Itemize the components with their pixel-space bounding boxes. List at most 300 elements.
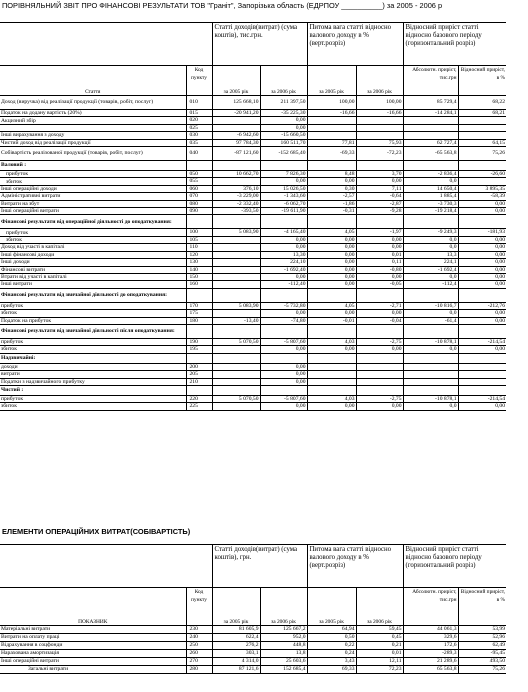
- header-absolute-growth: [403, 588, 458, 626]
- row-value-b: 952,0: [260, 634, 307, 642]
- table-row: [0, 215, 506, 229]
- row-value-d: -0,64: [356, 193, 403, 200]
- table-row: [0, 147, 506, 161]
- row-label: збиток: [0, 236, 186, 243]
- row-value-a: [212, 117, 260, 124]
- row-value-e: -9 249,3: [403, 229, 458, 236]
- row-value-d: [356, 363, 403, 370]
- row-value-d: -1,97: [356, 229, 403, 236]
- row-value-e: -112,4: [403, 281, 458, 288]
- row-label: збиток: [0, 178, 186, 185]
- row-value-a: -2 332,40: [212, 200, 260, 207]
- row-value-b: 0,00: [260, 273, 307, 280]
- row-label: Інші вирахування з доходу: [0, 132, 186, 139]
- row-value-d: -0,80: [356, 266, 403, 273]
- row-label: Інші фінансові доходи: [0, 251, 186, 258]
- row-value-a: -6 942,60: [212, 132, 260, 139]
- row-value-f: [458, 132, 506, 139]
- row-value-e: 172,6: [403, 642, 458, 650]
- table-row: [0, 371, 506, 378]
- row-value-f: 64,15: [458, 139, 506, 146]
- row-value-d: 0,00: [356, 273, 403, 280]
- row-value-c: [307, 132, 356, 139]
- row-label: Доход від участі в капіталі: [0, 244, 186, 251]
- table-row: [0, 139, 506, 146]
- row-value-b: -112,40: [260, 281, 307, 288]
- row-value-b: 0,00: [260, 310, 307, 317]
- row-value-e: 224,1: [403, 259, 458, 266]
- row-value-c: 0,00: [307, 251, 356, 258]
- row-value-f: [458, 288, 506, 302]
- row-value-a: -393,50: [212, 208, 260, 215]
- row-value-f: 0,00: [458, 273, 506, 280]
- row-value-f: 68,22: [458, 96, 506, 110]
- row-code: 200: [186, 363, 212, 370]
- row-code: 270: [186, 658, 212, 666]
- table-row: [0, 273, 506, 280]
- row-value-a: 276,2: [212, 642, 260, 650]
- costs-table: [0, 544, 506, 674]
- row-code: 190: [186, 338, 212, 345]
- row-value-b: [260, 288, 307, 302]
- table-row: [0, 634, 506, 642]
- row-value-c: 0,24: [307, 650, 356, 658]
- row-value-d: [356, 124, 403, 131]
- row-value-b: 211 397,50: [260, 96, 307, 110]
- header-relative-growth-label: Відносний приріст,: [460, 67, 506, 73]
- row-value-b: 0,00: [260, 236, 307, 243]
- row-label: Фінансові результати від звичайної діяльності після оподаткування:: [0, 324, 186, 338]
- row-value-a: [212, 378, 260, 385]
- row-value-f: [458, 371, 506, 378]
- row-value-d: 0,21: [356, 642, 403, 650]
- row-value-e: -1 692,4: [403, 266, 458, 273]
- row-label: Фінансові результати від операційної діяльності до оподаткування:: [0, 215, 186, 229]
- row-label: Чистий доход від реалізації продукції: [0, 139, 186, 146]
- row-value-e: [403, 378, 458, 385]
- row-value-c: 0,00: [307, 244, 356, 251]
- row-value-a: -20 941,20: [212, 110, 260, 117]
- row-value-d: [356, 288, 403, 302]
- row-value-a: [212, 273, 260, 280]
- row-value-e: -289,3: [403, 650, 458, 658]
- row-code: 035: [186, 139, 212, 146]
- row-value-f: -26,60: [458, 171, 506, 178]
- table-row: [0, 317, 506, 324]
- row-value-e: -65 563,8: [403, 147, 458, 161]
- row-value-f: 0,00: [458, 208, 506, 215]
- row-value-f: -181,93: [458, 229, 506, 236]
- row-code: 140: [186, 266, 212, 273]
- row-label: Інші операційні витрати: [0, 658, 186, 666]
- row-value-c: [307, 371, 356, 378]
- row-value-c: [307, 378, 356, 385]
- row-value-b: -5 807,60: [260, 395, 307, 402]
- row-value-d: 0,00: [356, 178, 403, 185]
- row-value-c: 0,00: [307, 236, 356, 243]
- header-absolute-growth-unit: тис.грн: [439, 597, 457, 603]
- row-value-f: 0,00: [458, 310, 506, 317]
- row-code: 015: [186, 110, 212, 117]
- row-value-f: 0,00: [458, 346, 506, 353]
- row-value-a: 303,1: [212, 650, 260, 658]
- table-row: [0, 324, 506, 338]
- row-value-b: 160 511,70: [260, 139, 307, 146]
- row-code: 225: [186, 403, 212, 410]
- row-value-f: 0,00: [458, 200, 506, 207]
- header-share-group: Питома вага статті відносно валового доходу в %(верт.розріз): [307, 23, 403, 66]
- row-value-e: -61,4: [403, 317, 458, 324]
- table-row: [0, 385, 506, 395]
- row-value-d: 0,00: [356, 244, 403, 251]
- row-value-d: 0,45: [356, 634, 403, 642]
- row-code: 010: [186, 96, 212, 110]
- row-value-e: 62 727,4: [403, 139, 458, 146]
- table-row: [0, 96, 506, 110]
- row-value-e: -10 878,1: [403, 395, 458, 402]
- table-row: [0, 229, 506, 236]
- row-value-f: -214,54: [458, 338, 506, 345]
- row-value-d: 0,00: [356, 236, 403, 243]
- row-value-d: 3,70: [356, 171, 403, 178]
- header-y2006: за 2006 рік: [260, 588, 307, 626]
- row-value-b: 0,00: [260, 346, 307, 353]
- table-row: [0, 302, 506, 309]
- header-p2005: за 2005 рік: [307, 66, 356, 96]
- header-absolute-growth: [403, 66, 458, 96]
- row-value-e: 0,0: [403, 310, 458, 317]
- row-value-a: 125 668,10: [212, 96, 260, 110]
- row-value-a: [212, 215, 260, 229]
- row-value-b: 15 026,50: [260, 185, 307, 192]
- row-code: 170: [186, 302, 212, 309]
- row-value-d: [356, 117, 403, 124]
- row-value-e: 0,0: [403, 346, 458, 353]
- row-value-e: 13,3: [403, 251, 458, 258]
- row-value-f: 68,21: [458, 110, 506, 117]
- row-value-e: [403, 371, 458, 378]
- row-value-d: 12,11: [356, 658, 403, 666]
- header-blank: [0, 23, 212, 66]
- row-code: [186, 385, 212, 395]
- row-value-d: [356, 324, 403, 338]
- row-value-a: [212, 161, 260, 171]
- row-label: збиток: [0, 403, 186, 410]
- row-value-e: 1 885,4: [403, 193, 458, 200]
- row-value-c: 0,00: [307, 403, 356, 410]
- row-value-a: [212, 259, 260, 266]
- row-code: 025: [186, 124, 212, 131]
- row-value-c: 4,03: [307, 338, 356, 345]
- row-code: 230: [186, 626, 212, 634]
- row-value-f: 0,00: [458, 403, 506, 410]
- row-value-d: 7,11: [356, 185, 403, 192]
- row-value-e: [403, 363, 458, 370]
- row-label: Податок на додану вартість (20%): [0, 110, 186, 117]
- row-value-b: -5 732,80: [260, 302, 307, 309]
- row-value-b: 0,00: [260, 378, 307, 385]
- report-title: ПОРІВНЯЛЬНИЙ ЗВІТ ПРО ФІНАНСОВІ РЕЗУЛЬТАТИ ТОВ "Граніт", Запорізька область (ЕДРПОУ __________) за 2005 - 2006 р: [2, 1, 443, 10]
- row-value-d: -2,71: [356, 302, 403, 309]
- row-code: 090: [186, 208, 212, 215]
- row-value-e: [403, 117, 458, 124]
- row-value-d: -72,23: [356, 147, 403, 161]
- row-value-b: -5 807,60: [260, 338, 307, 345]
- row-value-c: 69,33: [307, 666, 356, 674]
- row-code: 120: [186, 251, 212, 258]
- row-value-a: [212, 244, 260, 251]
- row-value-a: [212, 124, 260, 131]
- row-label: прибуток: [0, 229, 186, 236]
- row-code: 210: [186, 378, 212, 385]
- row-value-a: 376,10: [212, 185, 260, 192]
- table-row: [0, 338, 506, 345]
- row-value-a: 5 083,90: [212, 302, 260, 309]
- row-code: 130: [186, 259, 212, 266]
- row-code: 180: [186, 317, 212, 324]
- row-label: Інші операційні витрати: [0, 208, 186, 215]
- row-value-e: -10 878,1: [403, 338, 458, 345]
- report-table: [0, 22, 506, 411]
- row-value-d: 75,93: [356, 139, 403, 146]
- row-value-f: 53,99: [458, 626, 506, 634]
- header-growth-group: Відносний приріст статті відносно базового періоду (горизонтальний розріз): [403, 23, 506, 66]
- header-absolute-growth-label: Абсолютн. приріст,: [412, 67, 457, 73]
- row-label: Матеріальні витрати: [0, 626, 186, 634]
- header-absolute-growth-unit: тис.грн: [439, 75, 457, 81]
- row-value-f: [458, 215, 506, 229]
- row-value-a: 5 083,90: [212, 229, 260, 236]
- row-value-e: [403, 132, 458, 139]
- row-value-b: 7 826,30: [260, 171, 307, 178]
- row-value-c: [307, 363, 356, 370]
- row-code: 020: [186, 117, 212, 124]
- row-label: Податок на прибуток: [0, 317, 186, 324]
- row-value-e: [403, 353, 458, 363]
- table-row: [0, 281, 506, 288]
- row-value-d: [356, 353, 403, 363]
- row-value-c: 0,00: [307, 259, 356, 266]
- row-code: 070: [186, 193, 212, 200]
- row-value-c: 4,05: [307, 229, 356, 236]
- row-value-f: [458, 353, 506, 363]
- row-value-b: [260, 385, 307, 395]
- row-code: 150: [186, 273, 212, 280]
- row-value-b: [260, 215, 307, 229]
- table-row: [0, 251, 506, 258]
- row-value-e: 21 289,6: [403, 658, 458, 666]
- row-value-e: -10 816,7: [403, 302, 458, 309]
- header-y2005: за 2005 рік: [212, 66, 260, 96]
- row-label: Валовий :: [0, 161, 186, 171]
- row-value-a: [212, 346, 260, 353]
- row-label: Нарахована амортизація: [0, 650, 186, 658]
- row-value-c: [307, 161, 356, 171]
- row-value-f: 0,00: [458, 236, 506, 243]
- row-label: Витрати на оплату праці: [0, 634, 186, 642]
- row-value-b: -35 225,30: [260, 110, 307, 117]
- row-value-d: -9,28: [356, 208, 403, 215]
- table-row: [0, 346, 506, 353]
- row-value-f: [458, 363, 506, 370]
- row-value-e: [403, 161, 458, 171]
- row-value-d: [356, 378, 403, 385]
- row-value-a: [212, 178, 260, 185]
- row-value-a: 5 070,50: [212, 338, 260, 345]
- row-value-a: -3 229,00: [212, 193, 260, 200]
- row-value-b: 13,30: [260, 251, 307, 258]
- row-value-c: 0,22: [307, 642, 356, 650]
- row-value-b: 152 685,4: [260, 666, 307, 674]
- row-value-a: [212, 288, 260, 302]
- row-code: 050: [186, 171, 212, 178]
- row-value-a: [212, 353, 260, 363]
- row-code: [186, 324, 212, 338]
- row-label: Інші витрати: [0, 281, 186, 288]
- row-value-d: [356, 371, 403, 378]
- row-value-a: 4 314,0: [212, 658, 260, 666]
- row-code: [186, 215, 212, 229]
- header-code-column: Код пункту: [186, 66, 212, 96]
- row-code: 030: [186, 132, 212, 139]
- row-value-f: -58,39: [458, 193, 506, 200]
- header-blank: [0, 545, 212, 588]
- row-value-a: [212, 371, 260, 378]
- row-code: 040: [186, 147, 212, 161]
- header-code-column: Код пункту: [186, 588, 212, 626]
- header-relative-growth-label: Відносний приріст,: [460, 589, 506, 595]
- row-value-b: -4 165,40: [260, 229, 307, 236]
- row-value-d: -2,75: [356, 395, 403, 402]
- row-label: збиток: [0, 346, 186, 353]
- row-label: прибуток: [0, 338, 186, 345]
- header-relative-growth-unit: в %: [496, 597, 506, 603]
- row-value-f: -212,76: [458, 302, 506, 309]
- table-row: [0, 259, 506, 266]
- row-code: 175: [186, 310, 212, 317]
- row-code: 100: [186, 229, 212, 236]
- row-value-a: 5 070,50: [212, 395, 260, 402]
- row-value-a: [212, 363, 260, 370]
- row-value-a: 10 662,70: [212, 171, 260, 178]
- row-label: Фінансові результати від звичайної діяльності до оподаткування:: [0, 288, 186, 302]
- header-relative-growth: [458, 588, 506, 626]
- row-code: 220: [186, 395, 212, 402]
- table-row: [0, 353, 506, 363]
- row-value-b: -1 692,40: [260, 266, 307, 273]
- row-value-f: 0,00: [458, 251, 506, 258]
- table-row: [0, 266, 506, 273]
- row-value-b: 25 603,6: [260, 658, 307, 666]
- row-value-d: 0,00: [356, 403, 403, 410]
- row-value-c: 3,43: [307, 658, 356, 666]
- row-label: Інші доходи: [0, 259, 186, 266]
- header-relative-growth-unit: в %: [496, 75, 506, 81]
- row-value-b: -19 611,90: [260, 208, 307, 215]
- table-row: [0, 193, 506, 200]
- row-value-b: [260, 324, 307, 338]
- row-value-e: 329,6: [403, 634, 458, 642]
- row-code: 055: [186, 178, 212, 185]
- row-value-a: -87 121,60: [212, 147, 260, 161]
- row-value-d: [356, 215, 403, 229]
- row-value-f: 0,00: [458, 266, 506, 273]
- row-label: Інші операційні доходи: [0, 185, 186, 192]
- row-value-d: -2,87: [356, 200, 403, 207]
- header-y2006: за 2006 рік: [260, 66, 307, 96]
- row-label: Податки з надзвичайного прибутку: [0, 378, 186, 385]
- row-value-e: 0,0: [403, 178, 458, 185]
- row-value-f: 52,96: [458, 634, 506, 642]
- row-value-f: 3 895,35: [458, 185, 506, 192]
- row-label: Витрати на збут: [0, 200, 186, 207]
- row-value-b: -1 343,60: [260, 193, 307, 200]
- row-value-a: [212, 403, 260, 410]
- row-value-a: [212, 266, 260, 273]
- row-value-d: 0,01: [356, 251, 403, 258]
- table-row: [0, 236, 506, 243]
- row-value-c: 0,00: [307, 178, 356, 185]
- row-value-b: 224,10: [260, 259, 307, 266]
- row-value-e: 0,0: [403, 273, 458, 280]
- row-value-f: [458, 378, 506, 385]
- header-p2006: за 2006 рік: [356, 588, 403, 626]
- table-row: [0, 117, 506, 124]
- table-row: [0, 650, 506, 658]
- row-value-b: 0,00: [260, 124, 307, 131]
- row-value-f: 62,49: [458, 642, 506, 650]
- table-row: [0, 395, 506, 402]
- table-row: [0, 124, 506, 131]
- row-value-d: 0,01: [356, 650, 403, 658]
- row-label: Відрахування в соцфонди: [0, 642, 186, 650]
- row-value-d: 0,00: [356, 310, 403, 317]
- row-value-b: 0,00: [260, 363, 307, 370]
- row-value-a: -13,40: [212, 317, 260, 324]
- row-value-f: -214,54: [458, 395, 506, 402]
- row-value-b: 0,00: [260, 371, 307, 378]
- row-value-e: 65 563,8: [403, 666, 458, 674]
- row-value-e: 0,0: [403, 403, 458, 410]
- row-value-a: [212, 385, 260, 395]
- header-y2005: за 2005 рік: [212, 588, 260, 626]
- row-label: [0, 124, 186, 131]
- row-label: Акцизний збір: [0, 117, 186, 124]
- row-code: 105: [186, 236, 212, 243]
- row-value-c: 100,00: [307, 96, 356, 110]
- row-value-a: 81 605,9: [212, 626, 260, 634]
- row-value-d: [356, 132, 403, 139]
- row-code: 195: [186, 346, 212, 353]
- header-item-column: Стаття: [0, 66, 186, 96]
- row-value-d: 100,00: [356, 96, 403, 110]
- row-code: 280: [186, 666, 212, 674]
- row-value-b: 13,8: [260, 650, 307, 658]
- row-value-e: 14 650,4: [403, 185, 458, 192]
- row-value-e: [403, 124, 458, 131]
- table-row: [0, 200, 506, 207]
- row-label: Чистий :: [0, 385, 186, 395]
- row-code: 110: [186, 244, 212, 251]
- row-code: [186, 353, 212, 363]
- row-value-b: [260, 353, 307, 363]
- row-value-d: 59,45: [356, 626, 403, 634]
- header-amounts-group: Статті доходів(витрат) (сума коштів), грн.: [212, 545, 307, 588]
- row-value-d: -0,05: [356, 281, 403, 288]
- row-label: Доход (виручка) від реалізації продукції (товарів, робіт, послуг): [0, 96, 186, 110]
- table-row: [0, 378, 506, 385]
- row-value-c: [307, 288, 356, 302]
